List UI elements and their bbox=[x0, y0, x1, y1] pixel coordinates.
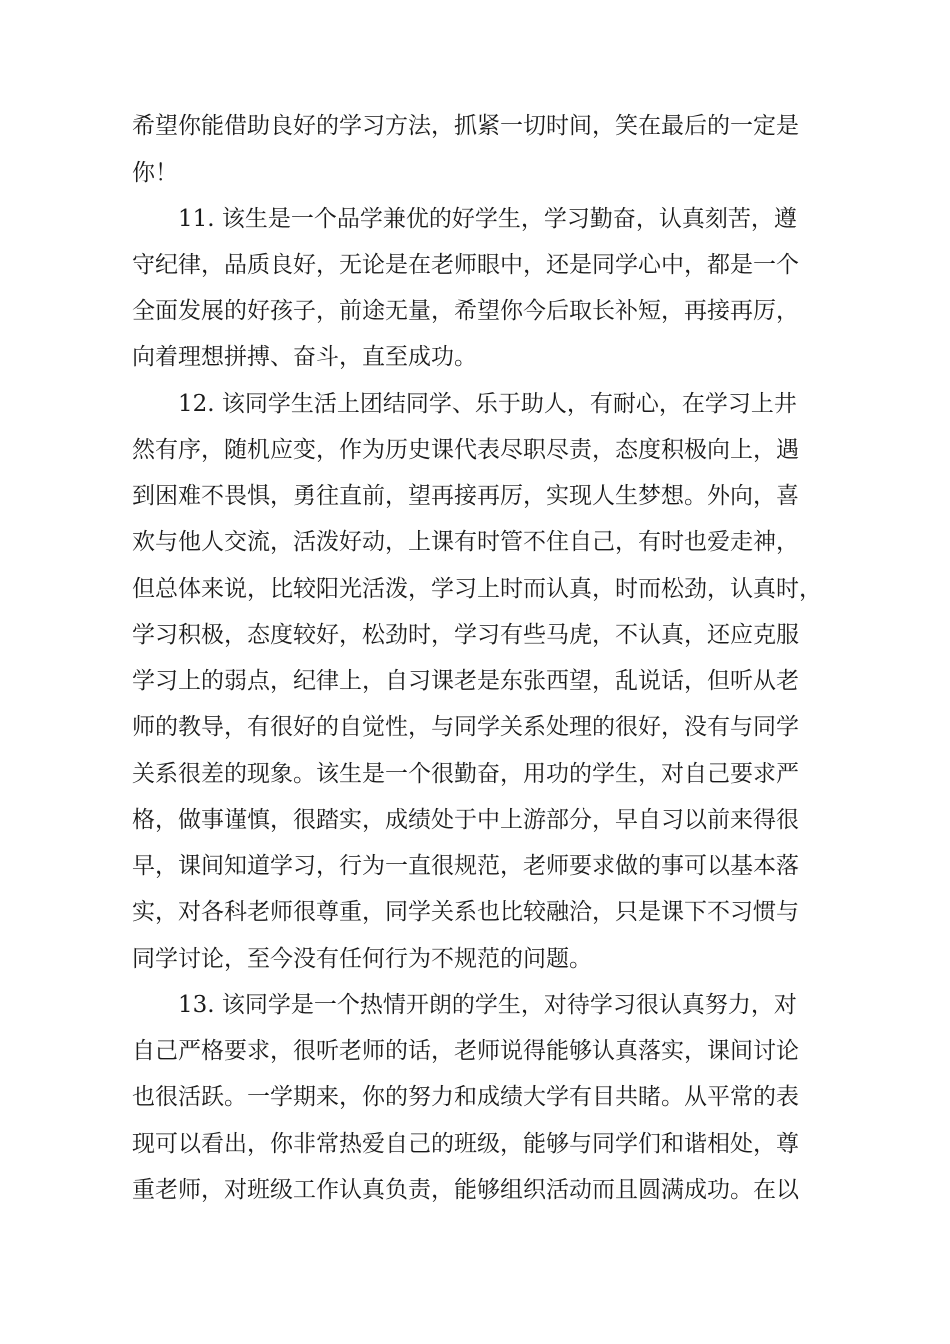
text-line: 自己严格要求，很听老师的话，老师说得能够认真落实，课间讨论 bbox=[132, 1038, 799, 1064]
text-line: 但总体来说，比较阳光活泼，学习上时而认真，时而松劲，认真时， bbox=[132, 576, 822, 602]
text-line: 13. 该同学是一个热情开朗的学生，对待学习很认真努力，对 bbox=[178, 992, 797, 1018]
text-line: 向着理想拼搏、奋斗，直至成功。 bbox=[132, 344, 477, 370]
text-line: 然有序，随机应变，作为历史课代表尽职尽责，态度积极向上，遇 bbox=[132, 437, 799, 463]
text-line: 到困难不畏惧，勇往直前，望再接再厉，实现人生梦想。外向，喜 bbox=[132, 483, 799, 509]
text-line: 学习积极，态度较好，松劲时，学习有些马虎，不认真，还应克服 bbox=[132, 622, 799, 648]
text-line: 现可以看出，你非常热爱自己的班级，能够与同学们和谐相处，尊 bbox=[132, 1131, 799, 1157]
text-line: 12. 该同学生活上团结同学、乐于助人，有耐心，在学习上井 bbox=[178, 391, 797, 417]
text-line: 早，课间知道学习，行为一直很规范，老师要求做的事可以基本落 bbox=[132, 853, 799, 879]
text-line: 希望你能借助良好的学习方法，抓紧一切时间，笑在最后的一定是 bbox=[132, 113, 799, 139]
text-line: 重老师，对班级工作认真负责，能够组织活动而且圆满成功。在以 bbox=[132, 1177, 799, 1203]
text-line: 关系很差的现象。该生是一个很勤奋，用功的学生，对自己要求严 bbox=[132, 761, 799, 787]
text-line: 格，做事谨慎，很踏实，成绩处于中上游部分，早自习以前来得很 bbox=[132, 807, 799, 833]
text-line: 也很活跃。一学期来，你的努力和成绩大学有目共睹。从平常的表 bbox=[132, 1084, 799, 1110]
text-line: 同学讨论，至今没有任何行为不规范的问题。 bbox=[132, 946, 592, 972]
text-line: 学习上的弱点，纪律上，自习课老是东张西望，乱说话，但听从老 bbox=[132, 668, 799, 694]
text-line: 实，对各科老师很尊重，同学关系也比较融洽，只是课下不习惯与 bbox=[132, 899, 799, 925]
text-line: 欢与他人交流，活泼好动，上课有时管不住自己，有时也爱走神， bbox=[132, 529, 799, 555]
text-line: 全面发展的好孩子，前途无量，希望你今后取长补短，再接再厉， bbox=[132, 298, 799, 324]
text-line: 师的教导，有很好的自觉性，与同学关系处理的很好，没有与同学 bbox=[132, 714, 799, 740]
text-line: 你！ bbox=[132, 160, 178, 186]
text-line: 守纪律，品质良好，无论是在老师眼中，还是同学心中，都是一个 bbox=[132, 252, 799, 278]
text-line: 11. 该生是一个品学兼优的好学生，学习勤奋，认真刻苦，遵 bbox=[178, 206, 797, 232]
